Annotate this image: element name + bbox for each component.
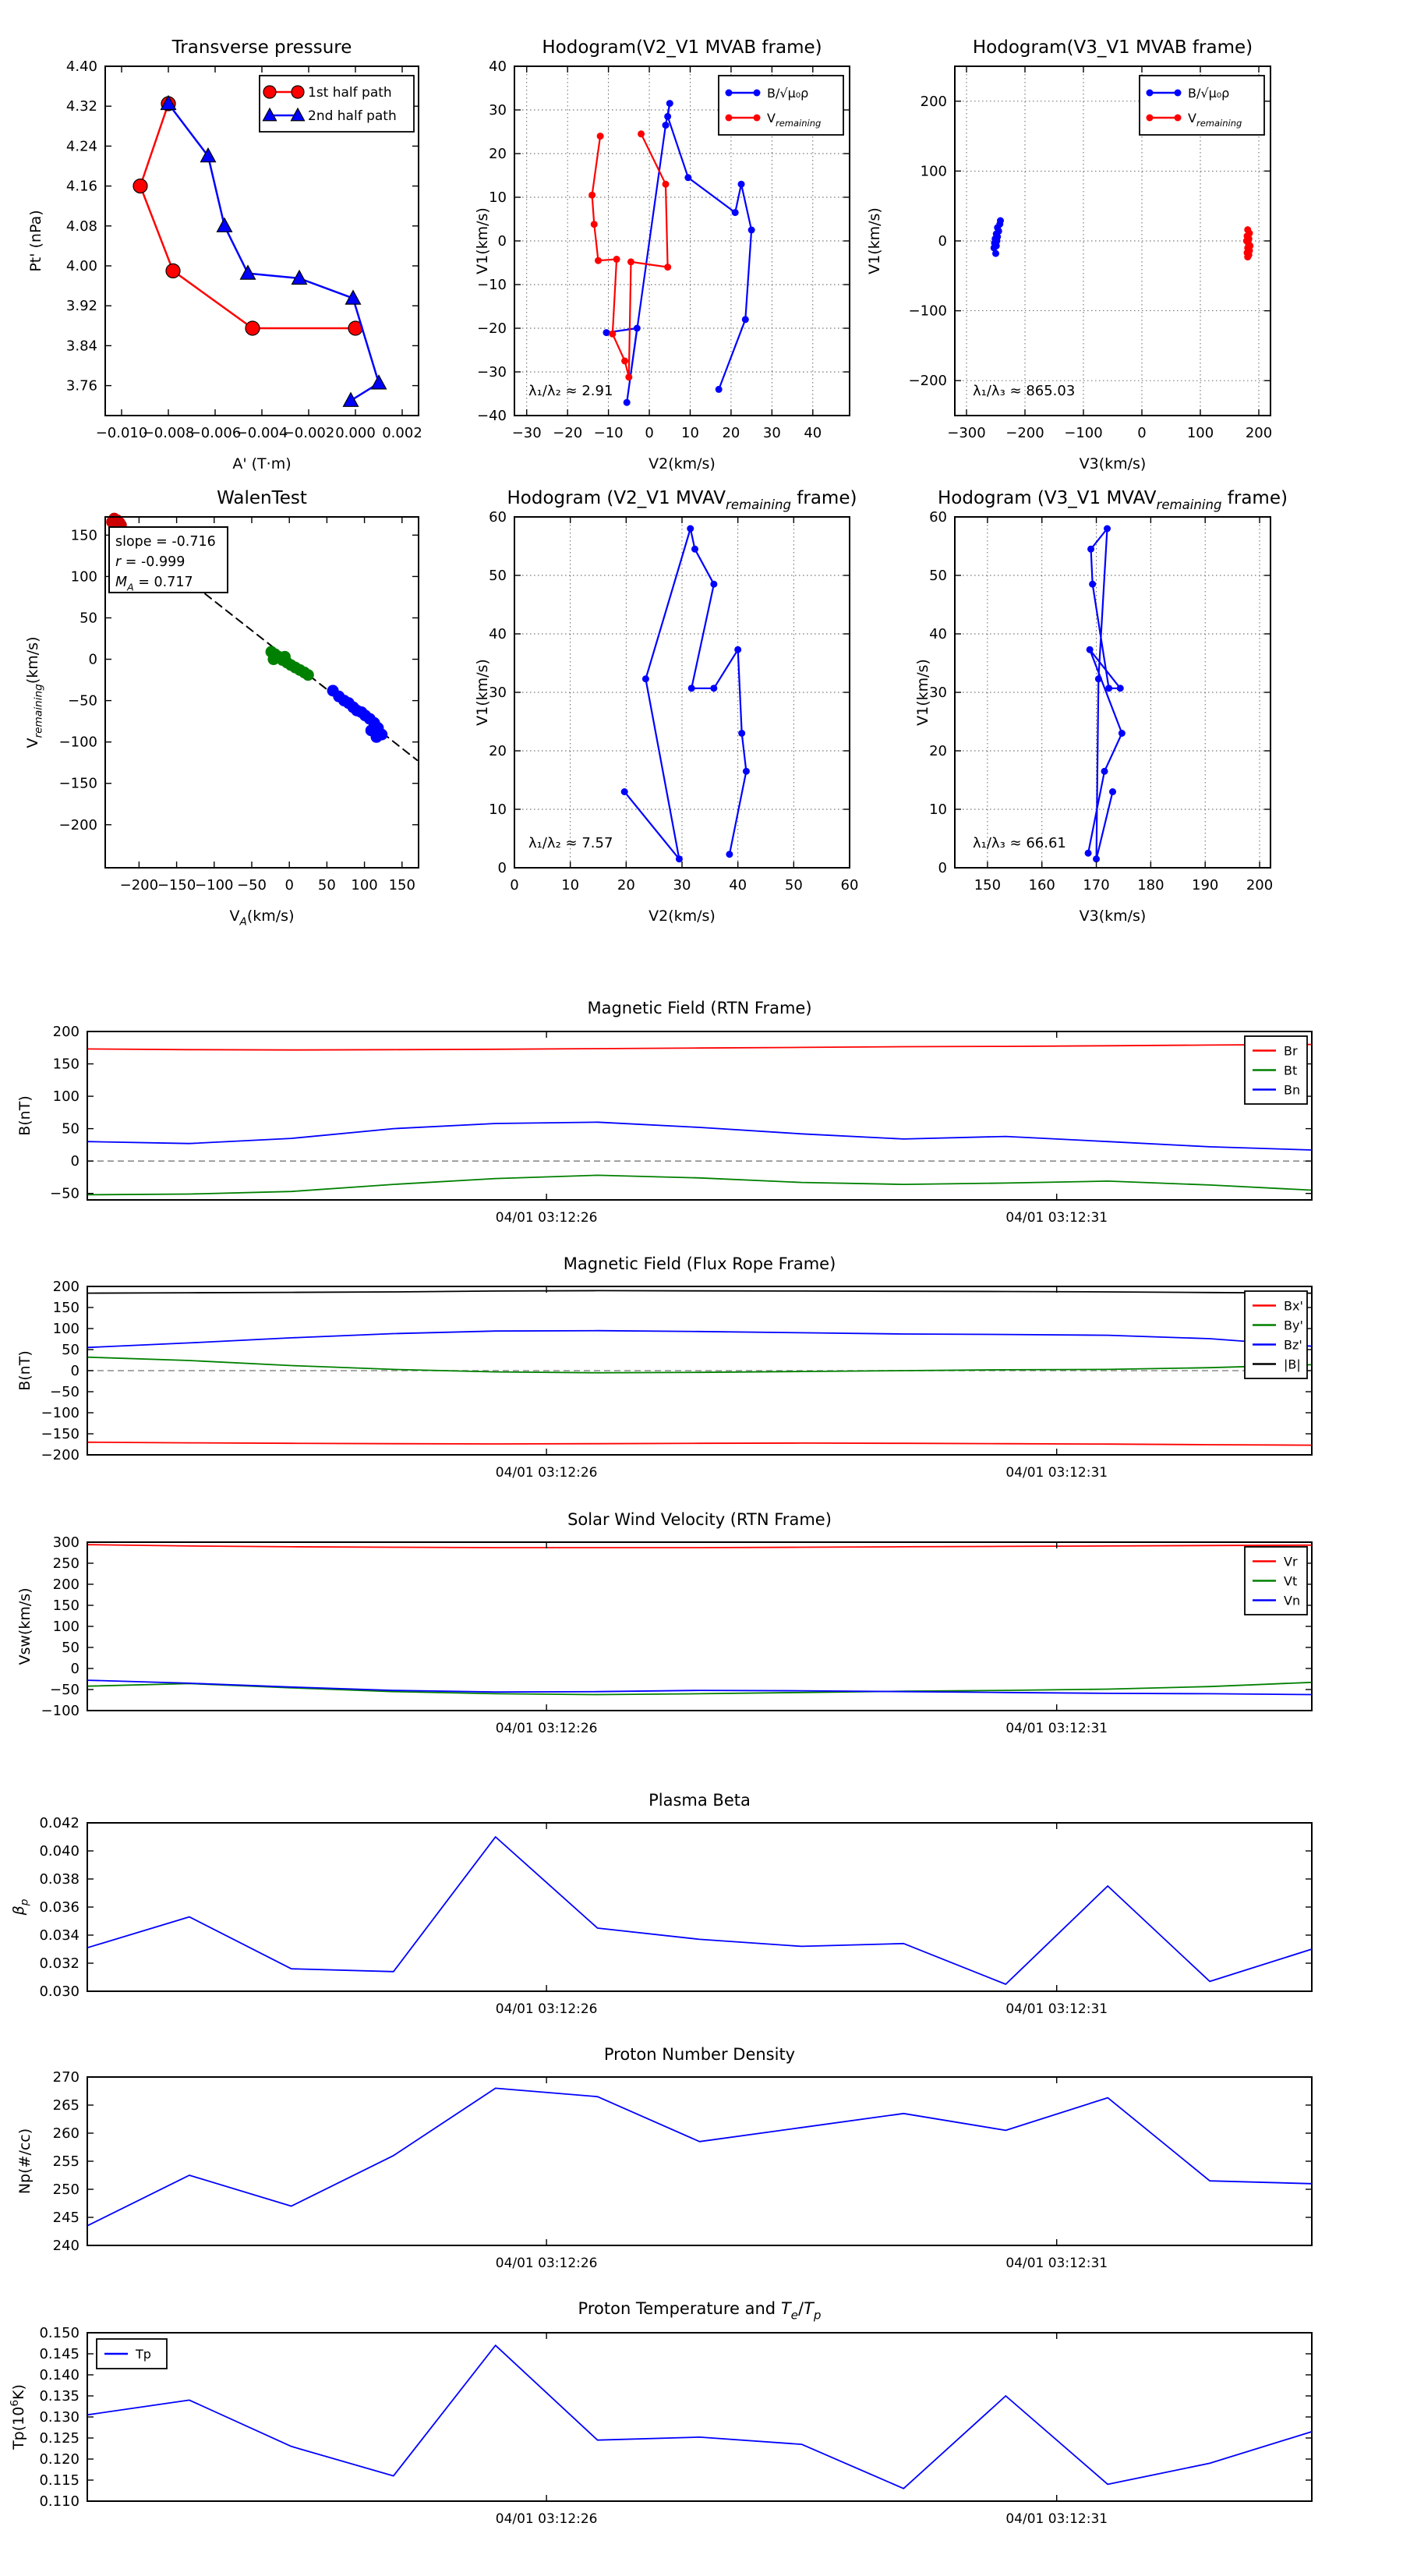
svg-text:−50: −50 xyxy=(50,1682,80,1698)
svg-text:−100: −100 xyxy=(1064,425,1103,441)
svg-text:270: 270 xyxy=(52,2069,80,2086)
svg-text:0: 0 xyxy=(510,877,519,893)
svg-text:50: 50 xyxy=(489,568,507,584)
svg-text:0: 0 xyxy=(70,1153,80,1170)
svg-text:0: 0 xyxy=(497,233,507,249)
svg-text:0.030: 0.030 xyxy=(39,1983,80,2000)
legend-label-Br: Br xyxy=(1284,1043,1298,1059)
svg-text:−0.008: −0.008 xyxy=(142,425,195,441)
svg-text:150: 150 xyxy=(70,527,97,544)
svg-text:−50: −50 xyxy=(50,1185,80,1202)
svg-text:0.002: 0.002 xyxy=(382,425,422,441)
svg-text:3.92: 3.92 xyxy=(65,298,97,315)
series-Np xyxy=(87,2088,1312,2225)
svg-text:0.125: 0.125 xyxy=(39,2430,80,2447)
svg-text:100: 100 xyxy=(70,568,97,586)
svg-text:−150: −150 xyxy=(157,877,196,893)
svg-text:20: 20 xyxy=(617,877,635,893)
legend-label-1st-half-path: 1st half path xyxy=(308,85,392,101)
svg-text:4.40: 4.40 xyxy=(65,58,97,75)
svg-text:150: 150 xyxy=(388,877,415,893)
svg-text:250: 250 xyxy=(52,2181,80,2198)
legend xyxy=(1140,76,1264,135)
svg-text:−150: −150 xyxy=(41,1426,80,1442)
svg-text:0: 0 xyxy=(645,425,654,441)
series-cluster-green xyxy=(266,646,314,681)
svg-text:100: 100 xyxy=(1186,425,1214,441)
svg-text:0.040: 0.040 xyxy=(39,1843,80,1859)
svg-text:−10: −10 xyxy=(593,425,624,441)
svg-text:3.84: 3.84 xyxy=(65,338,97,355)
svg-text:−150: −150 xyxy=(58,775,97,792)
y-axis-label: $Tp(10^6K)$ xyxy=(8,2384,27,2450)
svg-text:0: 0 xyxy=(70,1363,80,1379)
svg-text:slope = -0.716: slope = -0.716 xyxy=(115,534,216,550)
svg-text:40: 40 xyxy=(929,626,947,642)
svg-text:04/01 03:12:26: 04/01 03:12:26 xyxy=(495,1210,598,1226)
svg-text:0.032: 0.032 xyxy=(39,1955,80,1972)
svg-text:190: 190 xyxy=(1192,877,1219,893)
svg-text:60: 60 xyxy=(929,509,947,525)
series-Bz-prime xyxy=(87,1331,1312,1348)
chart-hodogram-v2v1-mvav xyxy=(474,488,858,925)
grid xyxy=(514,517,850,868)
series-2nd-half-path xyxy=(161,96,387,406)
grid xyxy=(955,517,1270,868)
svg-text:150: 150 xyxy=(52,1598,80,1614)
svg-text:04/01 03:12:26: 04/01 03:12:26 xyxy=(495,1721,598,1736)
ticks xyxy=(39,1815,1312,2017)
svg-text:−100: −100 xyxy=(58,734,97,751)
svg-text:−0.004: −0.004 xyxy=(235,425,288,441)
svg-text:30: 30 xyxy=(929,685,947,701)
svg-text:−100: −100 xyxy=(908,303,947,320)
legend xyxy=(1245,1036,1307,1104)
svg-text:60: 60 xyxy=(489,509,507,525)
svg-text:04/01 03:12:31: 04/01 03:12:31 xyxy=(1005,2001,1108,2017)
chart-title: Hodogram(V3_V1 MVAB frame) xyxy=(972,37,1253,58)
legend-label-item1: $V_{remaining}$ xyxy=(767,111,822,129)
ticks xyxy=(50,1024,1312,1226)
ticks xyxy=(39,2325,1312,2527)
svg-text:20: 20 xyxy=(489,743,507,759)
svg-text:50: 50 xyxy=(62,1120,80,1138)
legend xyxy=(260,76,414,132)
chart-magnetic-field-flux-rope xyxy=(16,1254,1312,1481)
svg-text:50: 50 xyxy=(80,610,97,627)
svg-text:−100: −100 xyxy=(41,1405,80,1421)
svg-text:200: 200 xyxy=(1245,425,1273,441)
svg-text:150: 150 xyxy=(52,1300,80,1316)
legend-label-Tp: Tp xyxy=(136,2347,151,2362)
svg-text:40: 40 xyxy=(804,425,822,441)
lambda-ratio-annotation: λ₁/λ₂ ≈ 2.91 xyxy=(528,383,613,399)
svg-text:200: 200 xyxy=(52,1024,80,1040)
svg-text:50: 50 xyxy=(317,877,336,893)
x-axis-label: V2(km/s) xyxy=(648,908,716,925)
svg-text:10: 10 xyxy=(489,189,507,206)
svg-text:−200: −200 xyxy=(119,877,159,893)
svg-text:100: 100 xyxy=(52,1321,80,1337)
svg-text:40: 40 xyxy=(729,877,747,893)
svg-text:3.76: 3.76 xyxy=(65,377,97,395)
chart-title: Hodogram(V2_V1 MVAB frame) xyxy=(542,37,822,58)
series-Tp xyxy=(87,2345,1312,2489)
svg-text:0.036: 0.036 xyxy=(39,1899,80,1916)
x-axis-label: $V_A(km/s)$ xyxy=(229,908,295,929)
svg-text:−20: −20 xyxy=(477,320,507,337)
svg-text:0: 0 xyxy=(497,860,507,876)
svg-text:170: 170 xyxy=(1083,877,1110,893)
svg-text:−20: −20 xyxy=(553,425,583,441)
svg-text:−40: −40 xyxy=(477,408,507,424)
svg-text:−0.006: −0.006 xyxy=(189,425,242,441)
svg-text:100: 100 xyxy=(920,163,947,180)
svg-text:20: 20 xyxy=(929,743,947,759)
legend-label-B-: B/√μ₀ρ xyxy=(1188,86,1230,101)
ticks xyxy=(53,2069,1312,2271)
y-axis-label: Vsw(km/s) xyxy=(16,1587,34,1665)
svg-text:4.32: 4.32 xyxy=(65,98,97,115)
chart-walen-test xyxy=(24,488,419,929)
svg-text:04/01 03:12:26: 04/01 03:12:26 xyxy=(495,1465,598,1481)
chart-magnetic-field-rtn xyxy=(16,999,1312,1226)
chart-title: Solar Wind Velocity (RTN Frame) xyxy=(567,1510,832,1529)
svg-text:30: 30 xyxy=(762,425,781,441)
svg-text:4.00: 4.00 xyxy=(65,258,97,274)
svg-text:40: 40 xyxy=(489,58,507,75)
svg-text:04/01 03:12:31: 04/01 03:12:31 xyxy=(1005,1721,1108,1736)
series-Bx-prime xyxy=(87,1442,1312,1445)
stats-textbox xyxy=(109,527,228,593)
svg-text:4.24: 4.24 xyxy=(65,138,97,155)
svg-text:30: 30 xyxy=(489,685,507,701)
svg-text:30: 30 xyxy=(489,102,507,119)
svg-text:300: 300 xyxy=(52,1534,80,1551)
y-axis-label: V1(km/s) xyxy=(474,659,491,726)
x-axis-label: V3(km/s) xyxy=(1079,455,1147,472)
svg-text:04/01 03:12:26: 04/01 03:12:26 xyxy=(495,2001,598,2017)
svg-text:50: 50 xyxy=(784,877,803,893)
svg-text:0.034: 0.034 xyxy=(39,1927,80,1944)
axes-frame xyxy=(87,1031,1312,1200)
svg-text:150: 150 xyxy=(52,1056,80,1073)
svg-text:0.135: 0.135 xyxy=(39,2388,80,2404)
svg-text:−50: −50 xyxy=(50,1384,80,1400)
svg-text:0.130: 0.130 xyxy=(39,2409,80,2426)
series-beta-p xyxy=(87,1837,1312,1984)
svg-text:04/01 03:12:31: 04/01 03:12:31 xyxy=(1005,2256,1108,2271)
legend xyxy=(97,2339,167,2369)
legend-label-Bn: Bn xyxy=(1284,1082,1301,1098)
svg-text:04/01 03:12:26: 04/01 03:12:26 xyxy=(495,2511,598,2527)
svg-text:0.120: 0.120 xyxy=(39,2451,80,2468)
svg-text:−30: −30 xyxy=(511,425,542,441)
lambda-ratio-annotation: λ₁/λ₃ ≈ 66.61 xyxy=(973,835,1066,851)
svg-text:160: 160 xyxy=(1028,877,1055,893)
y-axis-label: V1(km/s) xyxy=(914,659,931,726)
axes-frame xyxy=(87,2333,1312,2501)
svg-text:200: 200 xyxy=(52,1279,80,1295)
svg-text:0.150: 0.150 xyxy=(39,2325,80,2341)
svg-text:04/01 03:12:31: 04/01 03:12:31 xyxy=(1005,1465,1108,1481)
svg-text:100: 100 xyxy=(52,1088,80,1106)
chart-title: Proton Number Density xyxy=(603,2045,796,2064)
chart-title: Hodogram (V2_V1 $MVAV_{remaining}$ frame) xyxy=(507,488,857,512)
svg-text:04/01 03:12:26: 04/01 03:12:26 xyxy=(495,2256,598,2271)
svg-text:10: 10 xyxy=(929,801,947,818)
svg-text:0.145: 0.145 xyxy=(39,2346,80,2362)
svg-text:MA = 0.717: $M_A = 0.717$ xyxy=(115,575,193,593)
svg-text:30: 30 xyxy=(673,877,691,893)
chart-title: Magnetic Field (RTN Frame) xyxy=(587,999,812,1017)
svg-text:100: 100 xyxy=(52,1619,80,1635)
legend-label-Bt: Bt xyxy=(1284,1063,1298,1078)
svg-text:0.110: 0.110 xyxy=(39,2493,80,2510)
svg-text:−200: −200 xyxy=(908,373,947,390)
svg-text:4.16: 4.16 xyxy=(65,178,97,195)
chart-title: Hodogram (V3_V1 $MVAV_{remaining}$ frame) xyxy=(938,488,1288,512)
svg-text:50: 50 xyxy=(929,568,947,584)
svg-text:0: 0 xyxy=(88,651,97,668)
y-axis-label: B(nT) xyxy=(16,1350,34,1391)
legend-label-Vn: Vn xyxy=(1284,1593,1301,1608)
y-axis-label: $V_{remaining}(km/s)$ xyxy=(24,636,45,748)
svg-text:245: 245 xyxy=(52,2210,80,2226)
svg-text:−300: −300 xyxy=(947,425,986,441)
legend xyxy=(1245,1291,1307,1378)
svg-text:50: 50 xyxy=(62,1640,80,1656)
svg-text:100: 100 xyxy=(351,877,378,893)
chart-proton-number-density xyxy=(16,2045,1312,2271)
svg-text:−100: −100 xyxy=(41,1703,80,1719)
y-axis-label: B(nT) xyxy=(16,1095,34,1136)
svg-text:240: 240 xyxy=(52,2238,80,2254)
chart-hodogram-v3v1-mvav xyxy=(914,488,1288,925)
chart-title: Proton Temperature and $T_e/T_p$ xyxy=(578,2299,822,2323)
svg-text:04/01 03:12:31: 04/01 03:12:31 xyxy=(1005,2511,1108,2527)
series-cluster-blue xyxy=(327,685,388,742)
svg-text:0.038: 0.038 xyxy=(39,1871,80,1888)
x-axis-label: V3(km/s) xyxy=(1079,908,1147,925)
chart-title: Magnetic Field (Flux Rope Frame) xyxy=(563,1254,836,1273)
svg-text:10: 10 xyxy=(561,877,580,893)
chart-solar-wind-velocity-rtn xyxy=(16,1510,1312,1736)
svg-text:0: 0 xyxy=(1137,425,1147,441)
x-axis-label: V2(km/s) xyxy=(648,455,716,472)
svg-text:200: 200 xyxy=(1246,877,1274,893)
svg-text:250: 250 xyxy=(52,1555,80,1572)
svg-text:−0.002: −0.002 xyxy=(282,425,335,441)
svg-text:−200: −200 xyxy=(1005,425,1044,441)
svg-text:0: 0 xyxy=(70,1661,80,1677)
chart-plasma-beta xyxy=(10,1791,1312,2017)
svg-text:4.08: 4.08 xyxy=(65,218,97,235)
series-Bt xyxy=(87,1175,1312,1194)
svg-text:265: 265 xyxy=(52,2097,80,2114)
svg-text:40: 40 xyxy=(489,626,507,642)
chart-title: Plasma Beta xyxy=(648,1791,751,1810)
svg-text:04/01 03:12:31: 04/01 03:12:31 xyxy=(1005,1210,1108,1226)
svg-text:0: 0 xyxy=(938,860,947,876)
legend-label-B-: B/√μ₀ρ xyxy=(767,86,809,101)
svg-text:0.042: 0.042 xyxy=(39,1815,80,1831)
y-axis-label: V1(km/s) xyxy=(474,207,491,274)
y-axis-label: Pt' (nPa) xyxy=(27,210,44,272)
svg-text:−100: −100 xyxy=(195,877,234,893)
svg-text:−200: −200 xyxy=(41,1447,80,1463)
svg-text:20: 20 xyxy=(722,425,740,441)
legend-label-2nd-half-path: 2nd half path xyxy=(308,108,397,124)
svg-text:10: 10 xyxy=(681,425,699,441)
svg-text:260: 260 xyxy=(52,2125,80,2142)
chart-title: Transverse pressure xyxy=(171,37,352,58)
legend-label-Bz-: Bz' xyxy=(1284,1337,1302,1353)
series-Bn xyxy=(87,1122,1312,1150)
svg-text:0.140: 0.140 xyxy=(39,2367,80,2383)
chart-hodogram-v3v1-mvab xyxy=(866,37,1272,472)
y-axis-label: V1(km/s) xyxy=(866,207,883,274)
series-b-over-sqrt-mu0rho xyxy=(991,218,1004,257)
svg-text:10: 10 xyxy=(489,801,507,818)
series-Vr xyxy=(87,1545,1312,1548)
chart-proton-temperature xyxy=(9,2299,1312,2527)
axes-frame xyxy=(87,2077,1312,2245)
svg-text:r = -0.999: r = -0.999 xyxy=(115,554,186,570)
legend-label-Bx-: Bx' xyxy=(1284,1298,1303,1314)
svg-text:−10: −10 xyxy=(477,277,507,293)
y-axis-label: $\beta_p$ xyxy=(10,1898,31,1916)
lambda-ratio-annotation: λ₁/λ₃ ≈ 865.03 xyxy=(973,383,1076,399)
legend-label--B-: |B| xyxy=(1284,1357,1301,1372)
ticks xyxy=(41,1279,1312,1481)
svg-text:50: 50 xyxy=(62,1342,80,1358)
svg-text:150: 150 xyxy=(974,877,1002,893)
series-v-remaining xyxy=(1243,226,1254,260)
svg-text:180: 180 xyxy=(1137,877,1164,893)
ticks xyxy=(41,1534,1312,1736)
lambda-ratio-annotation: λ₁/λ₂ ≈ 7.57 xyxy=(528,835,613,851)
x-axis-label: A' (T·m) xyxy=(232,455,292,472)
svg-text:0: 0 xyxy=(284,877,294,893)
chart-hodogram-v2v1-mvab xyxy=(474,37,850,472)
legend-label-Vt: Vt xyxy=(1284,1573,1298,1589)
legend-label-By-: By' xyxy=(1284,1318,1303,1333)
svg-text:255: 255 xyxy=(52,2153,80,2170)
series-Br xyxy=(87,1045,1312,1050)
axes-frame xyxy=(87,1823,1312,1991)
legend xyxy=(719,76,843,135)
axes-frame xyxy=(87,1542,1312,1711)
y-axis-label: Np(#/cc) xyxy=(16,2128,34,2195)
svg-text:0: 0 xyxy=(938,233,947,249)
svg-text:0.115: 0.115 xyxy=(39,2472,80,2489)
svg-text:−30: −30 xyxy=(477,364,507,380)
svg-text:200: 200 xyxy=(920,93,947,110)
svg-text:−0.010: −0.010 xyxy=(95,425,148,441)
svg-text:60: 60 xyxy=(840,877,859,893)
svg-text:0.000: 0.000 xyxy=(335,425,376,441)
chart-title: WalenTest xyxy=(217,488,307,508)
svg-text:−50: −50 xyxy=(68,692,97,709)
series-B-magnitude xyxy=(87,1290,1312,1293)
chart-transverse-pressure xyxy=(27,37,422,472)
svg-text:200: 200 xyxy=(52,1576,80,1593)
svg-text:−200: −200 xyxy=(58,816,97,833)
legend xyxy=(1245,1547,1307,1615)
legend-label-Vr: Vr xyxy=(1284,1554,1298,1569)
svg-text:−50: −50 xyxy=(236,877,267,893)
legend-label-item1: $V_{remaining}$ xyxy=(1188,111,1242,129)
svg-text:20: 20 xyxy=(489,146,507,162)
